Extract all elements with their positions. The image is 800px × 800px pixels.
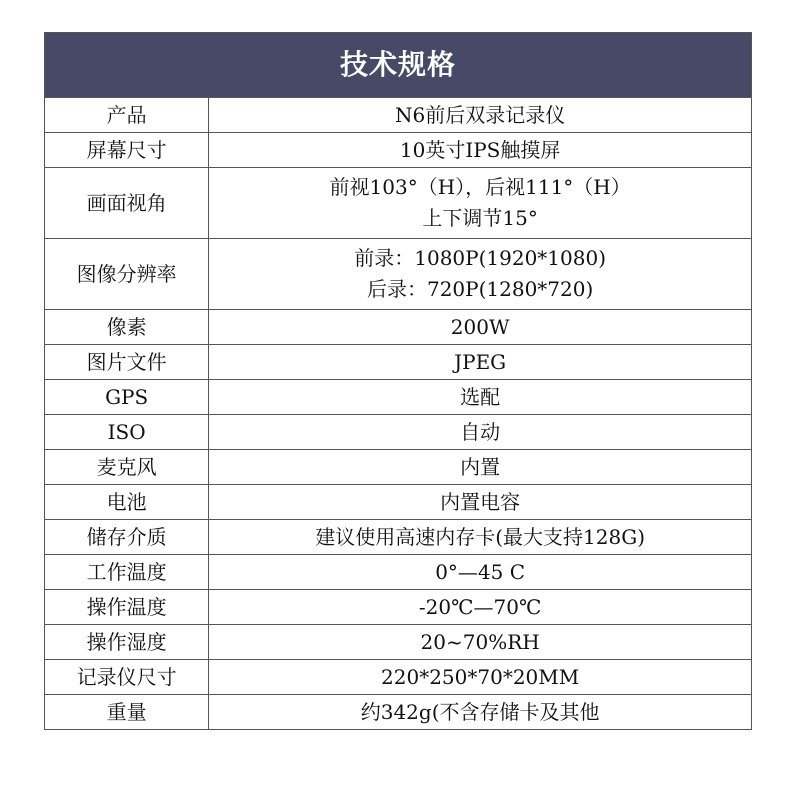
table-row <box>45 98 752 133</box>
spec-value: N6前后双录记录仪 <box>209 98 752 133</box>
spec-value: 200W <box>209 310 752 345</box>
spec-label: 图像分辨率 <box>45 239 209 310</box>
spec-label: 储存介质 <box>45 520 209 555</box>
table-row <box>45 133 752 168</box>
table-title: 技术规格 <box>45 33 752 98</box>
spec-value: JPEG <box>209 345 752 380</box>
spec-label: 操作温度 <box>45 590 209 625</box>
spec-label: 重量 <box>45 695 209 730</box>
spec-label: 操作湿度 <box>45 625 209 660</box>
spec-value: -20℃—70℃ <box>209 590 752 625</box>
spec-label: 麦克风 <box>45 450 209 485</box>
spec-label: ISO <box>45 415 209 450</box>
spec-value: 内置电容 <box>209 485 752 520</box>
table-row <box>45 415 752 450</box>
spec-value: 约342g(不含存储卡及其他 <box>209 695 752 730</box>
spec-value: 前视103°（H），后视111°（H） 上下调节15° <box>209 168 752 239</box>
spec-value: 内置 <box>209 450 752 485</box>
table-row <box>45 660 752 695</box>
spec-label: 屏幕尺寸 <box>45 133 209 168</box>
spec-value: 自动 <box>209 415 752 450</box>
spec-label: 工作温度 <box>45 555 209 590</box>
spec-label: 产品 <box>45 98 209 133</box>
table-row <box>45 239 752 310</box>
spec-table <box>44 32 752 730</box>
spec-value: 0°—45 C <box>209 555 752 590</box>
table-row <box>45 625 752 660</box>
spec-label: 图片文件 <box>45 345 209 380</box>
spec-label: 记录仪尺寸 <box>45 660 209 695</box>
spec-value: 建议使用高速内存卡(最大支持128G) <box>209 520 752 555</box>
spec-label: 电池 <box>45 485 209 520</box>
title-row <box>45 33 752 98</box>
spec-label: 画面视角 <box>45 168 209 239</box>
table-row <box>45 345 752 380</box>
table-row <box>45 168 752 239</box>
spec-label: GPS <box>45 380 209 415</box>
table-row <box>45 695 752 730</box>
table-row <box>45 590 752 625</box>
spec-value: 220*250*70*20MM <box>209 660 752 695</box>
table-row <box>45 555 752 590</box>
spec-value: 选配 <box>209 380 752 415</box>
table-row <box>45 450 752 485</box>
spec-value: 10英寸IPS触摸屏 <box>209 133 752 168</box>
table-row <box>45 520 752 555</box>
spec-label: 像素 <box>45 310 209 345</box>
spec-value: 前录：1080P(1920*1080) 后录：720P(1280*720) <box>209 239 752 310</box>
table-row <box>45 310 752 345</box>
spec-value: 20~70%RH <box>209 625 752 660</box>
table-row <box>45 485 752 520</box>
table-row <box>45 380 752 415</box>
